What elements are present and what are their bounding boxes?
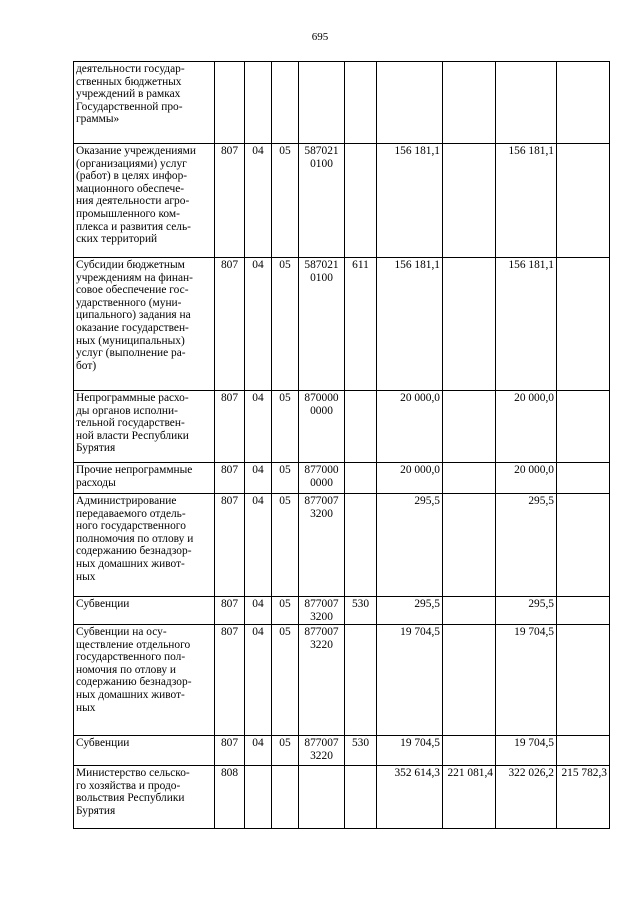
item-name-line: Оказание учреждениями bbox=[76, 145, 196, 157]
ved-code-cell bbox=[215, 766, 245, 829]
amount-subvention-year1-cell bbox=[443, 391, 496, 463]
amount-total-year2: 295,5 bbox=[528, 495, 554, 507]
amount-subvention-year1-cell bbox=[443, 494, 496, 597]
expense-type-cell bbox=[345, 766, 377, 829]
subsection-code: 05 bbox=[279, 737, 291, 749]
item-name-line: ных (муниципальных) bbox=[76, 334, 185, 347]
item-name-line: (организациями) услуг bbox=[76, 157, 187, 170]
subsection-code-cell bbox=[272, 766, 299, 829]
amount-total-year1: 19 704,5 bbox=[400, 737, 440, 749]
section-code: 04 bbox=[252, 495, 264, 507]
item-name-line: Администрирование bbox=[76, 495, 177, 507]
item-name-line: Субвенции bbox=[76, 598, 130, 610]
amount-subvention-year1-cell bbox=[443, 597, 496, 625]
expense-type-cell bbox=[345, 494, 377, 597]
amount-subvention-year2-cell bbox=[557, 494, 610, 597]
target-article-cell bbox=[299, 463, 345, 494]
item-name-line: ды органов исполни- bbox=[76, 404, 178, 417]
section-code-cell bbox=[245, 258, 272, 391]
amount-subvention-year1-cell bbox=[443, 144, 496, 258]
subsection-code: 05 bbox=[279, 626, 291, 638]
table-row bbox=[74, 144, 610, 258]
section-code: 04 bbox=[252, 392, 264, 404]
amount-total-year2-cell bbox=[496, 144, 557, 258]
amount-subvention-year1-cell bbox=[443, 463, 496, 494]
target-article-cell bbox=[299, 625, 345, 736]
expense-type-code: 611 bbox=[352, 259, 369, 271]
subsection-code-cell bbox=[272, 494, 299, 597]
amount-subvention-year2-cell bbox=[557, 463, 610, 494]
section-code-cell bbox=[245, 597, 272, 625]
subsection-code: 05 bbox=[279, 598, 291, 610]
item-name-line: Бурятия bbox=[76, 442, 116, 455]
item-name-cell bbox=[74, 258, 215, 391]
amount-total-year2-cell bbox=[496, 597, 557, 625]
item-name-cell bbox=[74, 463, 215, 494]
section-code-cell bbox=[245, 144, 272, 258]
ved-code: 807 bbox=[220, 737, 239, 749]
target-article-part: 877007 bbox=[304, 626, 339, 638]
section-code: 04 bbox=[252, 145, 264, 157]
expense-type-cell bbox=[345, 463, 377, 494]
item-name-line: Субсидии бюджетным bbox=[76, 259, 185, 271]
table-row bbox=[74, 625, 610, 736]
item-name-line: мационного обеспече- bbox=[76, 182, 185, 195]
item-name-line: бот) bbox=[76, 359, 97, 372]
amount-total-year1-cell bbox=[377, 258, 443, 391]
expense-type-cell bbox=[345, 597, 377, 625]
target-article-part: 0000 bbox=[310, 404, 333, 417]
target-article-part: 3220 bbox=[310, 749, 333, 762]
expense-type-code: 530 bbox=[351, 598, 370, 610]
table-row bbox=[74, 597, 610, 625]
amount-total-year2-cell bbox=[496, 625, 557, 736]
item-name-line: передаваемого отдель- bbox=[76, 507, 186, 520]
section-code-cell bbox=[245, 625, 272, 736]
item-name-line: оказание государствен- bbox=[76, 321, 189, 334]
subsection-code-cell bbox=[272, 625, 299, 736]
target-article-cell bbox=[299, 766, 345, 829]
target-article-part: 870000 bbox=[304, 392, 339, 404]
item-name-cell bbox=[74, 625, 215, 736]
item-name-line: Министерство сельско- bbox=[76, 767, 190, 779]
subsection-code: 05 bbox=[279, 145, 291, 157]
budget-table bbox=[73, 61, 610, 829]
ved-code: 807 bbox=[220, 495, 239, 507]
page-number: 695 bbox=[311, 31, 329, 43]
item-name-line: граммы» bbox=[76, 113, 120, 126]
expense-type-cell bbox=[345, 625, 377, 736]
amount-subvention-year2-cell bbox=[557, 62, 610, 144]
item-name-line: совое обеспечение гос- bbox=[76, 284, 189, 297]
amount-total-year1-cell bbox=[377, 463, 443, 494]
table-row bbox=[74, 766, 610, 829]
item-name-cell bbox=[74, 766, 215, 829]
item-name-line: промышленного ком- bbox=[76, 207, 180, 220]
item-name-line: ных bbox=[76, 701, 96, 714]
subsection-code-cell bbox=[272, 597, 299, 625]
section-code: 04 bbox=[252, 259, 264, 271]
item-name-cell bbox=[74, 494, 215, 597]
amount-total-year1: 295,5 bbox=[414, 598, 440, 610]
item-name-line: деятельности государ- bbox=[76, 63, 185, 75]
item-name-cell bbox=[74, 736, 215, 766]
item-name-cell bbox=[74, 391, 215, 463]
amount-subvention-year2-cell bbox=[557, 144, 610, 258]
item-name-line: (работ) в целях инфор- bbox=[76, 170, 188, 183]
section-code-cell bbox=[245, 766, 272, 829]
amount-subvention-year2-cell bbox=[557, 258, 610, 391]
amount-total-year1-cell bbox=[377, 391, 443, 463]
item-name-line: Государственной про- bbox=[76, 100, 183, 113]
expense-type-cell bbox=[345, 258, 377, 391]
section-code: 04 bbox=[252, 737, 264, 749]
item-name-line: Субвенции на осу- bbox=[76, 626, 167, 638]
item-name-line: государственного пол- bbox=[76, 651, 186, 664]
amount-total-year1-cell bbox=[377, 597, 443, 625]
item-name-line: учреждениям на финан- bbox=[76, 271, 193, 284]
expense-type-cell bbox=[345, 62, 377, 144]
target-article-part: 877007 bbox=[304, 495, 339, 507]
item-name-line: ципального) задания на bbox=[76, 309, 191, 322]
subsection-code: 05 bbox=[279, 464, 291, 476]
amount-total-year1-cell bbox=[377, 494, 443, 597]
ved-code: 807 bbox=[220, 626, 239, 638]
target-article-part: 877000 bbox=[304, 464, 339, 476]
item-name-line: Субвенции bbox=[76, 737, 130, 749]
ved-code-cell bbox=[215, 597, 245, 625]
amount-subvention-year2-cell bbox=[557, 766, 610, 829]
section-code-cell bbox=[245, 494, 272, 597]
table-row bbox=[74, 736, 610, 766]
item-name-line: Непрограммные расхо- bbox=[76, 392, 189, 404]
amount-subvention-year2: 215 782,3 bbox=[561, 767, 607, 779]
amount-total-year2-cell bbox=[496, 766, 557, 829]
target-article-part: 0000 bbox=[310, 476, 333, 489]
item-name-line: вольствия Республики bbox=[76, 792, 185, 805]
amount-total-year2: 156 181,1 bbox=[508, 145, 554, 157]
ved-code-cell bbox=[215, 625, 245, 736]
amount-total-year1: 295,5 bbox=[414, 495, 440, 507]
table-row bbox=[74, 494, 610, 597]
target-article-cell bbox=[299, 62, 345, 144]
ved-code-cell bbox=[215, 494, 245, 597]
item-name-line: ной власти Республики bbox=[76, 429, 189, 442]
target-article-cell bbox=[299, 391, 345, 463]
amount-total-year2-cell bbox=[496, 463, 557, 494]
item-name-line: ударственного (муни- bbox=[76, 296, 182, 309]
item-name-line: содержанию безнадзор- bbox=[76, 676, 192, 689]
item-name-cell bbox=[74, 144, 215, 258]
target-article-part: 0100 bbox=[310, 271, 333, 284]
item-name-line: тельной государствен- bbox=[76, 417, 185, 430]
amount-total-year1: 20 000,0 bbox=[400, 464, 440, 476]
item-name-line: ния деятельности агро- bbox=[76, 195, 190, 208]
amount-total-year2: 156 181,1 bbox=[508, 259, 554, 271]
amount-total-year1-cell bbox=[377, 62, 443, 144]
subsection-code-cell bbox=[272, 62, 299, 144]
target-article-part: 587021 bbox=[304, 259, 339, 271]
amount-total-year1: 352 614,3 bbox=[394, 767, 440, 779]
item-name-line: Прочие непрограммные bbox=[76, 464, 193, 476]
target-article-cell bbox=[299, 144, 345, 258]
item-name-line: расходы bbox=[76, 476, 116, 489]
amount-subvention-year1: 221 081,4 bbox=[447, 767, 493, 779]
ved-code-cell bbox=[215, 463, 245, 494]
section-code-cell bbox=[245, 463, 272, 494]
amount-total-year2: 20 000,0 bbox=[514, 392, 554, 404]
item-name-line: номочия по отлову и bbox=[76, 663, 176, 676]
item-name-line: ществление отдельного bbox=[76, 638, 191, 651]
item-name-line: ских территорий bbox=[76, 233, 158, 246]
item-name-line: ственных бюджетных bbox=[76, 75, 182, 88]
section-code-cell bbox=[245, 391, 272, 463]
expense-type-cell bbox=[345, 391, 377, 463]
target-article-part: 3220 bbox=[310, 638, 333, 651]
target-article-part: 587021 bbox=[304, 145, 339, 157]
item-name-cell bbox=[74, 62, 215, 144]
section-code: 04 bbox=[252, 626, 264, 638]
target-article-cell bbox=[299, 494, 345, 597]
table-row bbox=[74, 463, 610, 494]
amount-subvention-year1-cell bbox=[443, 736, 496, 766]
amount-total-year1: 19 704,5 bbox=[400, 626, 440, 638]
amount-total-year2-cell bbox=[496, 258, 557, 391]
item-name-line: ного государственного bbox=[76, 520, 186, 533]
ved-code-cell bbox=[215, 391, 245, 463]
amount-total-year1: 20 000,0 bbox=[400, 392, 440, 404]
ved-code-cell bbox=[215, 736, 245, 766]
ved-code: 807 bbox=[220, 392, 239, 404]
amount-subvention-year1-cell bbox=[443, 625, 496, 736]
amount-total-year2: 322 026,2 bbox=[508, 767, 554, 779]
expense-type-cell bbox=[345, 736, 377, 766]
target-article-cell bbox=[299, 736, 345, 766]
target-article-part: 0100 bbox=[310, 157, 333, 170]
table-row bbox=[74, 62, 610, 144]
amount-total-year1-cell bbox=[377, 625, 443, 736]
amount-subvention-year1-cell bbox=[443, 258, 496, 391]
amount-total-year2-cell bbox=[496, 62, 557, 144]
amount-subvention-year1-cell bbox=[443, 766, 496, 829]
subsection-code-cell bbox=[272, 258, 299, 391]
ved-code: 807 bbox=[220, 598, 239, 610]
item-name-line: плекса и развития сель- bbox=[76, 220, 191, 233]
amount-subvention-year2-cell bbox=[557, 391, 610, 463]
amount-total-year2: 19 704,5 bbox=[514, 737, 554, 749]
ved-code: 807 bbox=[220, 145, 239, 157]
section-code-cell bbox=[245, 62, 272, 144]
target-article-part: 3200 bbox=[310, 610, 333, 623]
amount-subvention-year2-cell bbox=[557, 736, 610, 766]
ved-code: 807 bbox=[220, 464, 239, 476]
section-code: 04 bbox=[252, 598, 264, 610]
target-article-part: 877007 bbox=[304, 737, 339, 749]
expense-type-cell bbox=[345, 144, 377, 258]
amount-total-year1: 156 181,1 bbox=[394, 145, 440, 157]
amount-total-year2: 20 000,0 bbox=[514, 464, 554, 476]
amount-total-year2: 295,5 bbox=[528, 598, 554, 610]
ved-code-cell bbox=[215, 62, 245, 144]
ved-code: 807 bbox=[220, 259, 239, 271]
section-code: 04 bbox=[252, 464, 264, 476]
section-code-cell bbox=[245, 736, 272, 766]
amount-subvention-year2-cell bbox=[557, 597, 610, 625]
subsection-code: 05 bbox=[279, 392, 291, 404]
item-name-line: ных bbox=[76, 570, 96, 583]
table-row bbox=[74, 391, 610, 463]
amount-total-year1-cell bbox=[377, 766, 443, 829]
amount-total-year2-cell bbox=[496, 391, 557, 463]
subsection-code: 05 bbox=[279, 259, 291, 271]
item-name-line: услуг (выполнение ра- bbox=[76, 347, 186, 360]
item-name-line: го хозяйства и продо- bbox=[76, 779, 181, 792]
amount-total-year1-cell bbox=[377, 736, 443, 766]
item-name-line: полномочия по отлову и bbox=[76, 532, 194, 545]
item-name-line: учреждений в рамках bbox=[76, 88, 181, 101]
amount-total-year2-cell bbox=[496, 494, 557, 597]
subsection-code: 05 bbox=[279, 495, 291, 507]
amount-total-year2-cell bbox=[496, 736, 557, 766]
item-name-line: ных домашних живот- bbox=[76, 557, 185, 570]
table-row bbox=[74, 258, 610, 391]
subsection-code-cell bbox=[272, 144, 299, 258]
item-name-cell bbox=[74, 597, 215, 625]
item-name-line: Бурятия bbox=[76, 804, 116, 817]
target-article-cell bbox=[299, 597, 345, 625]
ved-code-cell bbox=[215, 144, 245, 258]
amount-subvention-year1-cell bbox=[443, 62, 496, 144]
amount-total-year1: 156 181,1 bbox=[394, 259, 440, 271]
amount-total-year2: 19 704,5 bbox=[514, 626, 554, 638]
amount-total-year1-cell bbox=[377, 144, 443, 258]
target-article-part: 3200 bbox=[310, 507, 333, 520]
target-article-part: 877007 bbox=[304, 598, 339, 610]
subsection-code-cell bbox=[272, 391, 299, 463]
amount-subvention-year2-cell bbox=[557, 625, 610, 736]
item-name-line: содержанию безнадзор- bbox=[76, 545, 192, 558]
expense-type-code: 530 bbox=[351, 737, 370, 749]
target-article-cell bbox=[299, 258, 345, 391]
subsection-code-cell bbox=[272, 736, 299, 766]
ved-code-cell bbox=[215, 258, 245, 391]
subsection-code-cell bbox=[272, 463, 299, 494]
item-name-line: ных домашних живот- bbox=[76, 688, 185, 701]
ved-code: 808 bbox=[220, 767, 239, 779]
